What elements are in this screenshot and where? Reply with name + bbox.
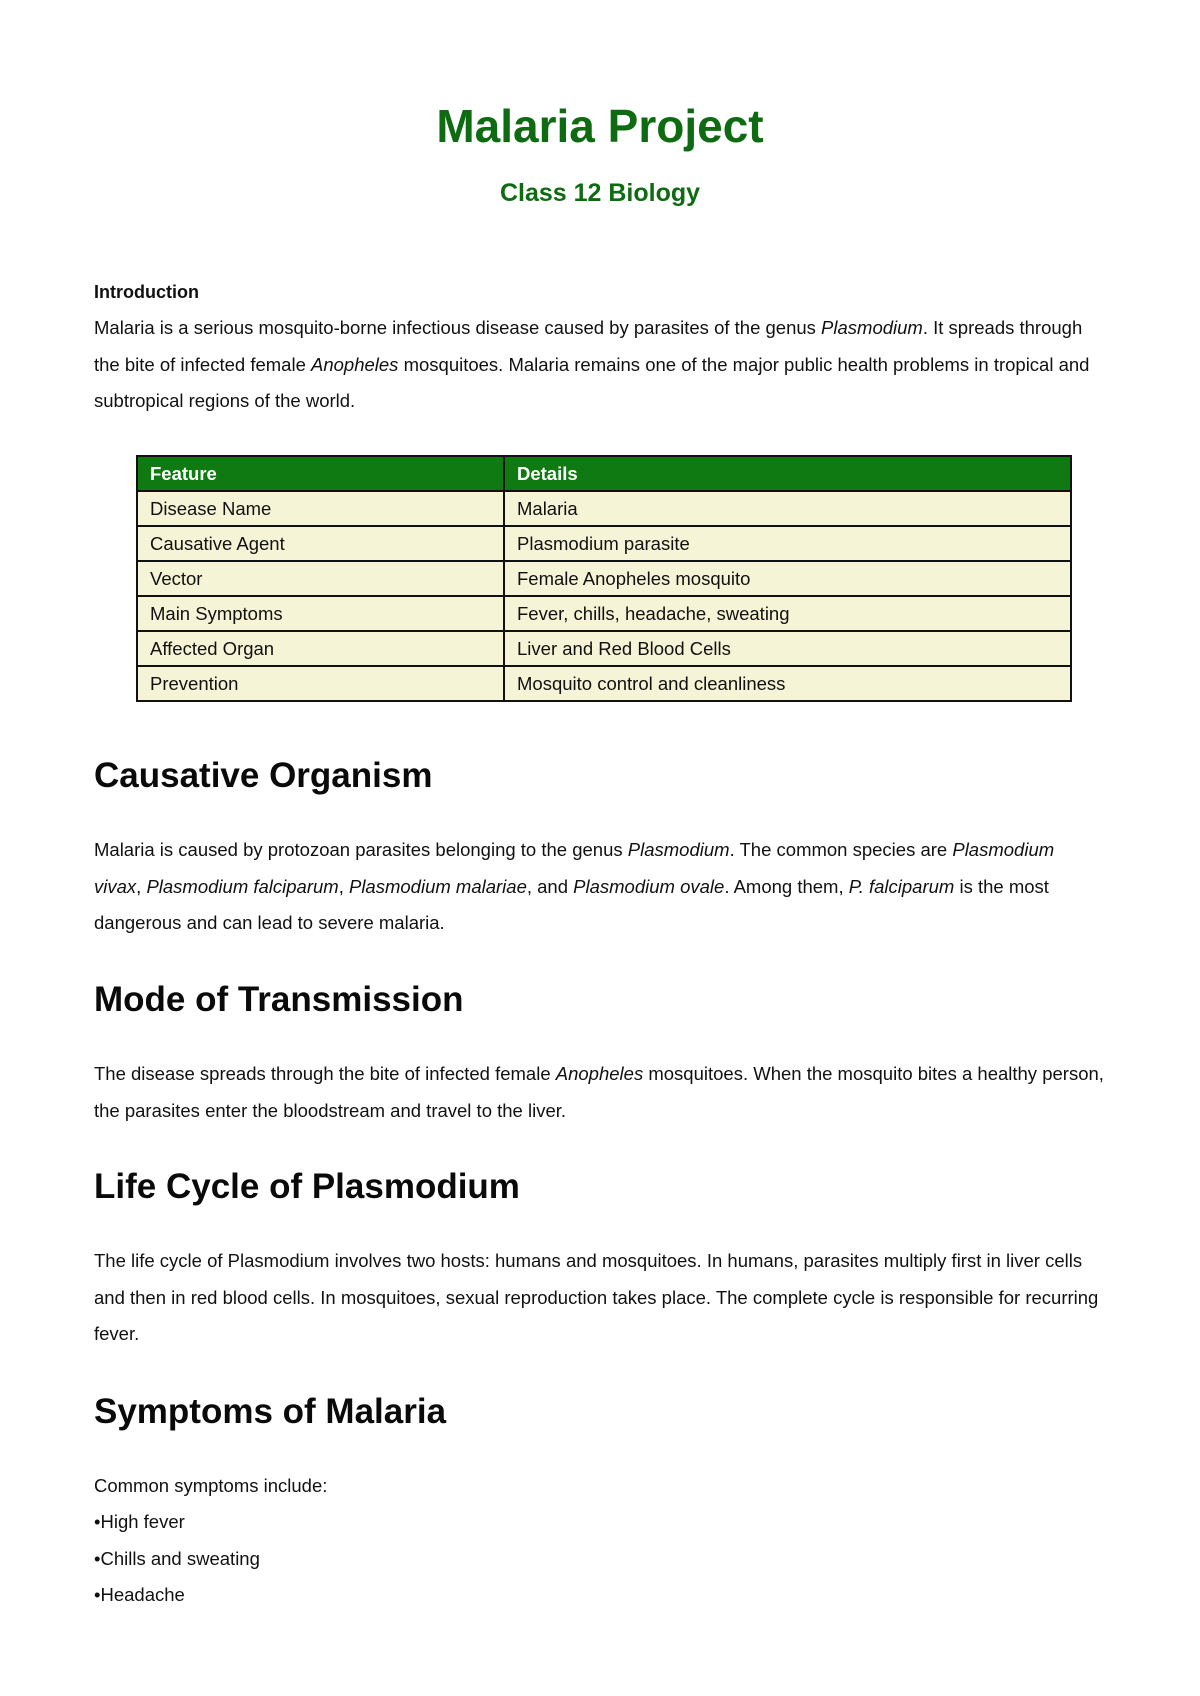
list-item: • High fever — [94, 1504, 260, 1541]
table-cell-details: Female Anopheles mosquito — [504, 561, 1071, 596]
vector-name: Anopheles — [555, 1063, 644, 1084]
species-name: P. falciparum — [848, 875, 955, 897]
table-row — [137, 526, 1071, 561]
list-item: • Headache — [94, 1577, 260, 1614]
list-item: • Chills and sweating — [94, 1541, 260, 1578]
life-cycle-paragraph: The life cycle of Plasmodium involves two hosts: humans and mosquitoes. In humans, parasites multiply first in liver cells and then in red blood cells. In mosquitoes, sexual reproduction takes place. The complete cycle is responsible for recurring fever. — [94, 1250, 1099, 1344]
species-name: Plasmodium malariae — [348, 875, 527, 897]
page-subtitle: Class 12 Biology — [499, 179, 701, 207]
table-row — [137, 631, 1071, 666]
table-header-details: Details — [504, 456, 1071, 491]
table-header-row — [137, 456, 1071, 491]
table-row — [137, 561, 1071, 596]
table-row — [137, 596, 1071, 631]
transmission-heading: Mode of Transmission — [94, 980, 464, 1019]
transmission-paragraph — [94, 1056, 1106, 1129]
causative-text: , — [136, 875, 147, 897]
species-name: Plasmodium falciparum — [146, 875, 339, 897]
page-title: Malaria Project — [436, 100, 764, 152]
causative-text: , — [338, 875, 349, 897]
life-cycle-heading: Life Cycle of Plasmodium — [94, 1167, 520, 1206]
causative-organism-paragraph — [94, 832, 1106, 942]
causative-text: is the most dangerous and can lead to severe malaria. — [94, 875, 1049, 933]
species-name: Plasmodium ovale — [573, 875, 725, 897]
introduction-paragraph — [94, 310, 1106, 420]
transmission-text: The disease spreads through the bite of infected female — [94, 1063, 556, 1084]
intro-text-3: mosquitoes. Malaria remains one of the major public health problems in tropical and subtropical regions of the world. — [94, 353, 1090, 411]
table-cell-details: Mosquito control and cleanliness — [504, 666, 1071, 701]
symptoms-intro: Common symptoms include: — [94, 1475, 328, 1496]
species-name: Plasmodium vivax — [94, 839, 1055, 897]
table-cell-feature: Prevention — [137, 666, 504, 701]
intro-genus-name: Plasmodium — [821, 317, 923, 338]
table-cell-details: Fever, chills, headache, sweating — [504, 596, 1071, 631]
introduction-heading: Introduction — [94, 282, 199, 302]
table-cell-details: Malaria — [504, 491, 1071, 526]
feature-table — [136, 455, 1072, 702]
table-cell-feature: Main Symptoms — [137, 596, 504, 631]
table-cell-details: Plasmodium parasite — [504, 526, 1071, 561]
transmission-text: mosquitoes. When the mosquito bites a healthy person, the parasites enter the bloodstream and travel to the liver. — [94, 1063, 1104, 1121]
table-row — [137, 666, 1071, 701]
causative-text: . The common species are — [729, 839, 953, 860]
table-cell-feature: Disease Name — [137, 491, 504, 526]
table-cell-feature: Causative Agent — [137, 526, 504, 561]
table-cell-details: Liver and Red Blood Cells — [504, 631, 1071, 666]
table-row — [137, 491, 1071, 526]
causative-text: Malaria is caused by protozoan parasites belonging to the genus — [94, 839, 628, 860]
table-header-feature: Feature — [137, 456, 504, 491]
intro-vector-name: Anopheles — [311, 353, 399, 375]
species-name: Plasmodium — [627, 839, 730, 860]
causative-text: , and — [526, 875, 574, 897]
symptoms-list — [94, 1504, 260, 1614]
table-cell-feature: Affected Organ — [137, 631, 504, 666]
causative-organism-heading: Causative Organism — [94, 756, 433, 795]
table-cell-feature: Vector — [137, 561, 504, 596]
symptoms-heading: Symptoms of Malaria — [94, 1392, 447, 1431]
causative-text: . Among them, — [724, 875, 849, 897]
intro-text-1: Malaria is a serious mosquito-borne infectious disease caused by parasites of the genus — [94, 317, 822, 338]
intro-text-2: . It spreads through the bite of infected female — [94, 317, 1083, 375]
